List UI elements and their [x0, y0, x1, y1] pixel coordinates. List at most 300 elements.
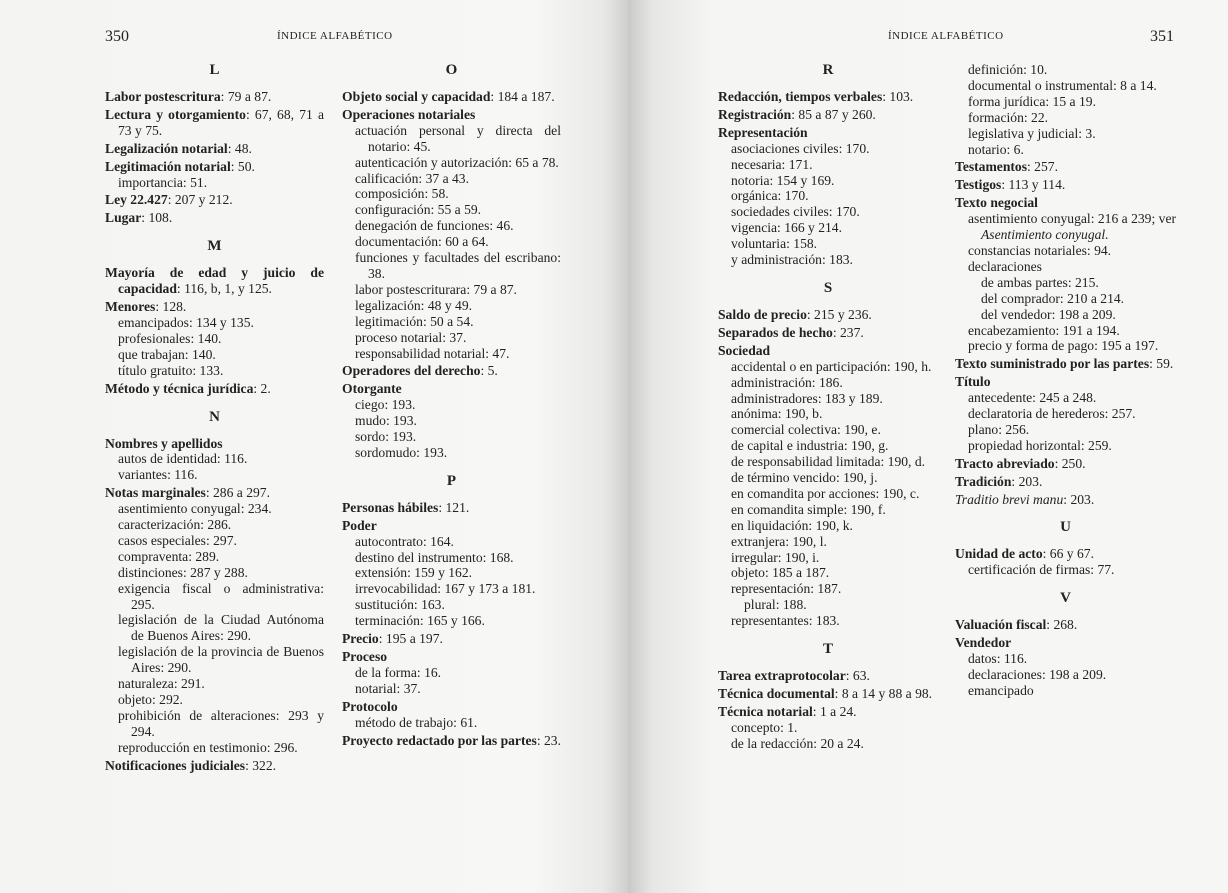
entry-heading: Nombres y apellidos [105, 435, 223, 451]
index-subentry [718, 375, 938, 391]
index-subentry [105, 533, 324, 549]
index-entry [342, 500, 561, 516]
index-subentry [342, 565, 561, 581]
index-subentry [718, 252, 938, 268]
subentry-text: de responsabilidad limitada: 190, d. [731, 454, 926, 470]
subentry-text: notario: 6. [968, 141, 1024, 157]
entry-pages: : 63. [845, 668, 870, 684]
entry-heading: Legalización notarial [105, 140, 228, 156]
subentry-text: objeto: 292. [118, 692, 183, 707]
index-subentry [718, 391, 938, 407]
index-subentry [955, 62, 1176, 78]
subentry-text: de capital e industria: 190, g. [731, 438, 889, 454]
index-subentry [718, 157, 938, 173]
entry-pages: : 67, 68, 71 a 73 y 75. [118, 106, 324, 138]
subentry-text: administradores: 183 y 189. [731, 390, 883, 406]
index-subentry [105, 692, 324, 708]
index-entry [955, 492, 1176, 508]
entry-pages: : 203. [1011, 473, 1043, 489]
index-subentry [955, 243, 1176, 259]
subentry-text: en liquidación: 190, k. [731, 517, 853, 533]
subentry-text: calificación: 37 a 43. [355, 170, 469, 186]
index-subentry [342, 445, 561, 461]
entry-heading: Poder [342, 517, 377, 533]
index-subentry [342, 202, 561, 218]
entry-pages: : 50. [230, 158, 255, 174]
subentry-text: certificación de firmas: 77. [968, 562, 1115, 578]
entry-heading: Otorgante [342, 381, 402, 397]
index-subentry [342, 346, 561, 362]
index-subentry [955, 126, 1176, 142]
entry-heading: Sociedad [718, 342, 771, 358]
subentry-text: declaratoria de herederos: 257. [968, 406, 1136, 422]
entry-heading: Método y técnica jurídica [105, 380, 254, 396]
index-entry [105, 299, 324, 315]
subentry-text: antecedente: 245 a 248. [968, 390, 1097, 406]
entry-pages: : 121. [438, 499, 470, 515]
subentry-text: necesaria: 171. [731, 156, 813, 172]
index-subentry [718, 565, 938, 581]
entry-heading: Lugar [105, 210, 142, 226]
subentry-text: autocontrato: 164. [355, 533, 454, 549]
index-subentry [105, 347, 324, 363]
index-entry [955, 374, 1176, 390]
index-subentry [342, 397, 561, 413]
index-subentry [718, 518, 938, 534]
index-subentry [955, 110, 1176, 126]
subentry-text: título gratuito: 133. [118, 362, 224, 378]
index-column [718, 62, 938, 752]
entry-pages: : 2. [253, 380, 271, 396]
entry-heading: Objeto social y capacidad [342, 89, 491, 104]
index-entry [342, 107, 561, 123]
index-subentry [718, 720, 938, 736]
section-letter: M [207, 238, 222, 255]
entry-heading: Labor postescritura [105, 89, 221, 104]
index-entry [105, 758, 324, 774]
subentry-text: notarial: 37. [355, 680, 421, 696]
entry-pages: : 286 a 297. [205, 485, 270, 501]
entry-heading: Tarea extraprotocolar [718, 668, 846, 684]
index-subentry [955, 211, 1176, 243]
section-letter: P [446, 472, 457, 489]
entry-heading: Personas hábiles [342, 499, 439, 515]
entry-heading: Técnica documental [718, 686, 835, 701]
entry-heading: Precio [342, 631, 379, 647]
index-subentry [955, 390, 1176, 406]
subentry-text: vigencia: 166 y 214. [731, 220, 842, 236]
subentry-text: autenticación y autorización: 65 a 78. [355, 154, 559, 170]
index-entry [105, 159, 324, 175]
entry-pages: : 268. [1046, 617, 1078, 633]
subentry-text: distinciones: 287 y 288. [118, 564, 248, 580]
index-subentry [105, 501, 324, 517]
subentry-text: actuación personal y directa del notario: 45. [355, 122, 561, 154]
index-entry [718, 704, 938, 720]
index-entry [342, 89, 561, 105]
entry-pages: : 184 a 187. [490, 89, 555, 104]
index-subentry [342, 155, 561, 171]
index-entry [342, 381, 561, 397]
subentry-text: sustitución: 163. [355, 597, 445, 613]
entry-heading: Proceso [342, 649, 388, 664]
index-entry [718, 89, 938, 105]
index-subentry [342, 429, 561, 445]
index-entry [105, 210, 324, 226]
index-subentry [342, 314, 561, 330]
subentry-text: prohibición de alteraciones: 293 y 294. [118, 707, 324, 739]
index-subentry [342, 550, 561, 566]
index-subentry [105, 315, 324, 331]
entry-pages: : 322. [245, 757, 277, 773]
index-entry [955, 356, 1176, 372]
entry-heading: Ley 22.427 [105, 192, 168, 208]
subentry-text: ciego: 193. [355, 397, 416, 413]
subentry-text: encabezamiento: 191 a 194. [968, 322, 1120, 338]
index-subentry [955, 142, 1176, 158]
subentry-text: objeto: 185 a 187. [731, 565, 830, 581]
entry-heading: Menores [105, 299, 156, 315]
subentry-text: forma jurídica: 15 a 19. [968, 93, 1096, 109]
subentry-text: casos especiales: 297. [118, 532, 237, 548]
index-subentry [718, 359, 938, 375]
subentry-text: reproducción en testimonio: 296. [118, 739, 298, 755]
entry-heading: Operadores del derecho [342, 363, 481, 379]
section-letter: R [822, 62, 834, 78]
index-subentry [342, 613, 561, 629]
subentry-text: destino del instrumento: 168. [355, 549, 514, 565]
subentry-text: sordomudo: 193. [355, 444, 448, 460]
subentry-text: que trabajan: 140. [118, 346, 216, 362]
index-subentry [718, 220, 938, 236]
index-subentry [718, 406, 938, 422]
subentry-text: representantes: 183. [731, 613, 840, 629]
index-subentry [955, 562, 1176, 578]
subentry-text: profesionales: 140. [118, 330, 222, 346]
entry-heading: Representación [718, 124, 808, 140]
index-subentry [718, 236, 938, 252]
index-subentry [718, 470, 938, 486]
subentry-text: constancias notariales: 94. [968, 242, 1112, 258]
subentry-text: legitimación: 50 a 54. [355, 313, 474, 329]
subentry-text: naturaleza: 291. [118, 676, 205, 692]
index-subentry [718, 204, 938, 220]
entry-pages: : 66 y 67. [1042, 546, 1094, 562]
subentry-text: legislación de la Ciudad Autónoma de Buenos Aires: 290. [118, 612, 324, 644]
subentry-text: sordo: 193. [355, 429, 417, 445]
index-entry [955, 177, 1176, 193]
entry-heading: Proyecto redactado por las partes [342, 732, 537, 748]
subentry-text: representación: 187. [731, 581, 842, 597]
index-entry [955, 546, 1176, 562]
index-subentry [342, 581, 561, 597]
entry-heading: Vendedor [955, 635, 1012, 651]
subentry-text: de la forma: 16. [355, 664, 442, 680]
index-subentry [342, 250, 561, 282]
subentry-text: método de trabajo: 61. [355, 714, 478, 730]
subentry-text: en comandita simple: 190, f. [731, 501, 886, 517]
index-subentry [718, 597, 938, 613]
index-subentry [105, 644, 324, 676]
entry-heading: Separados de hecho [718, 324, 833, 340]
index-subentry [105, 175, 324, 191]
subentry-text: declaraciones [968, 258, 1042, 274]
index-subentry [718, 550, 938, 566]
index-entry [105, 381, 324, 397]
index-subentry [342, 413, 561, 429]
section-letter: O [445, 62, 458, 78]
cross-reference: Asentimiento conyugal. [981, 227, 1109, 243]
index-entry [955, 474, 1176, 490]
subentry-text: de término vencido: 190, j. [731, 470, 878, 486]
index-subentry [342, 534, 561, 550]
index-subentry [342, 330, 561, 346]
section-letter: U [1060, 519, 1071, 536]
index-entry [105, 107, 324, 139]
index-subentry [955, 683, 1176, 699]
index-entry [105, 89, 324, 105]
subentry-text: documental o instrumental: 8 a 14. [968, 77, 1157, 93]
subentry-text: plural: 188. [744, 597, 807, 613]
index-subentry [955, 438, 1176, 454]
entry-heading: Notas marginales [105, 485, 206, 501]
index-subentry [718, 438, 938, 454]
subentry-text: configuración: 55 a 59. [355, 202, 482, 218]
entry-pages: : 85 a 87 y 260. [791, 106, 876, 122]
index-entry [342, 649, 561, 665]
subentry-text: orgánica: 170. [731, 188, 809, 204]
index-subentry [342, 218, 561, 234]
index-subentry [342, 123, 561, 155]
subentry-text: compraventa: 289. [118, 548, 220, 564]
index-subentry [718, 422, 938, 438]
index-entry [718, 307, 938, 323]
index-entry [955, 159, 1176, 175]
entry-heading: Tradición [955, 473, 1012, 489]
subentry-text: composición: 58. [355, 186, 449, 202]
index-subentry [342, 234, 561, 250]
subentry-text: concepto: 1. [731, 719, 798, 735]
index-entry [955, 617, 1176, 633]
subentry-text: terminación: 165 y 166. [355, 613, 485, 629]
index-subentry [342, 171, 561, 187]
subentry-text: propiedad horizontal: 259. [968, 437, 1112, 453]
entry-pages: : 108. [141, 210, 173, 226]
entry-pages: : 103. [882, 89, 914, 104]
index-subentry [105, 708, 324, 740]
index-subentry [955, 323, 1176, 339]
subentry-text: denegación de funciones: 46. [355, 218, 514, 234]
subentry-text: asentimiento conyugal: 216 a 239; ver [968, 211, 1177, 227]
subentry-text: notoria: 154 y 169. [731, 172, 835, 188]
index-entry [718, 125, 938, 141]
entry-heading: Tracto abreviado [955, 455, 1055, 471]
subentry-text: importancia: 51. [118, 174, 208, 190]
entry-heading: Texto negocial [955, 195, 1038, 211]
subentry-text: de ambas partes: 215. [981, 274, 1099, 290]
index-entry [342, 518, 561, 534]
subentry-text: autos de identidad: 116. [118, 451, 248, 467]
subentry-text: formación: 22. [968, 109, 1049, 125]
index-subentry [342, 282, 561, 298]
index-subentry [718, 173, 938, 189]
index-subentry [718, 502, 938, 518]
index-subentry [342, 681, 561, 697]
entry-pages: : 215 y 236. [806, 306, 872, 322]
index-entry [718, 325, 938, 341]
entry-heading: Técnica notarial [718, 703, 813, 719]
index-subentry [955, 291, 1176, 307]
subentry-text: voluntaria: 158. [731, 236, 818, 252]
section-letter: T [822, 641, 833, 658]
subentry-text: funciones y facultades del escribano: 38. [355, 250, 561, 281]
entry-heading: Registración [718, 106, 792, 122]
index-subentry [718, 613, 938, 629]
index-column [105, 62, 324, 774]
entry-pages: : 203. [1063, 491, 1095, 507]
subentry-text: emancipados: 134 y 135. [118, 314, 254, 330]
subentry-text: extensión: 159 y 162. [355, 565, 473, 581]
index-subentry [955, 406, 1176, 422]
index-subentry [955, 307, 1176, 323]
entry-pages: : 59. [1149, 356, 1174, 372]
subentry-text: sociedades civiles: 170. [731, 204, 860, 220]
subentry-text: y administración: 183. [731, 252, 853, 268]
entry-pages: : 116, b, 1, y 125. [176, 281, 272, 297]
subentry-text: exigencia fiscal o administrativa: 295. [118, 580, 324, 612]
entry-heading: Protocolo [342, 698, 398, 714]
entry-heading: Testamentos [955, 159, 1027, 175]
index-subentry [718, 736, 938, 752]
index-subentry [105, 331, 324, 347]
index-subentry [342, 665, 561, 681]
index-subentry [105, 676, 324, 692]
subentry-text: legalización: 48 y 49. [355, 297, 473, 313]
index-entry [955, 195, 1176, 211]
index-column [342, 62, 561, 748]
entry-pages: : 48. [227, 140, 252, 156]
index-subentry [342, 186, 561, 202]
index-entry [342, 363, 561, 379]
subentry-text: irregular: 190, i. [731, 549, 820, 565]
running-header: ÍNDICE ALFABÉTICO [277, 30, 393, 42]
section-letter: L [209, 62, 220, 78]
subentry-text: legislación de la provincia de Buenos Aires: 290. [118, 644, 324, 676]
index-entry [105, 436, 324, 452]
subentry-text: proceso notarial: 37. [355, 329, 467, 345]
subentry-text: variantes: 116. [118, 467, 198, 483]
page-number: 350 [105, 28, 129, 45]
index-subentry [105, 549, 324, 565]
index-subentry [718, 486, 938, 502]
index-subentry [718, 188, 938, 204]
entry-pages: : 113 y 114. [1001, 177, 1066, 193]
entry-pages: : 237. [832, 324, 864, 340]
index-entry [955, 635, 1176, 651]
subentry-text: en comandita por acciones: 190, c. [731, 485, 920, 501]
entry-pages: : 207 y 212. [167, 192, 233, 208]
entry-heading: Título [955, 374, 991, 390]
entry-pages: : 195 a 197. [378, 631, 443, 647]
running-header: ÍNDICE ALFABÉTICO [888, 30, 1004, 42]
subentry-text: definición: 10. [968, 62, 1048, 77]
index-subentry [718, 141, 938, 157]
entry-heading: Lectura y otorgamiento [105, 106, 246, 122]
entry-pages: : 8 a 14 y 88 a 98. [834, 686, 933, 701]
index-entry [955, 456, 1176, 472]
entry-heading: Mayoría de edad y juicio de capacidad [105, 265, 324, 297]
index-entry [342, 631, 561, 647]
index-entry [718, 686, 938, 702]
subentry-text: declaraciones: 198 a 209. [968, 667, 1107, 682]
section-letter: S [823, 279, 833, 296]
index-subentry [105, 565, 324, 581]
entry-pages: : 23. [536, 732, 561, 748]
entry-heading: Testigos [955, 177, 1002, 193]
index-subentry [955, 651, 1176, 667]
index-subentry [105, 467, 324, 483]
subentry-text: comercial colectiva: 190, e. [731, 422, 881, 438]
index-entry [342, 699, 561, 715]
index-subentry [105, 581, 324, 613]
section-letter: N [209, 408, 220, 425]
entry-heading: Notificaciones judiciales [105, 757, 246, 773]
subentry-text: asociaciones civiles: 170. [731, 140, 870, 156]
entry-heading: Legitimación notarial [105, 158, 231, 174]
index-subentry [955, 275, 1176, 291]
entry-heading: Valuación fiscal [955, 617, 1047, 633]
index-column [955, 62, 1176, 699]
index-entry [105, 265, 324, 297]
entry-pages: : 250. [1054, 455, 1086, 471]
subentry-text: de la redacción: 20 a 24. [731, 735, 864, 751]
index-subentry [105, 451, 324, 467]
subentry-text: caracterización: 286. [118, 517, 232, 533]
index-entry [718, 107, 938, 123]
index-subentry [342, 298, 561, 314]
subentry-text: datos: 116. [968, 651, 1028, 667]
entry-pages: : 1 a 24. [812, 703, 857, 719]
index-entry [105, 141, 324, 157]
entry-pages: : 257. [1027, 159, 1058, 175]
entry-heading: Unidad de acto [955, 546, 1043, 562]
index-entry [718, 343, 938, 359]
index-subentry [718, 454, 938, 470]
index-entry [105, 485, 324, 501]
subentry-text: legislativa y judicial: 3. [968, 125, 1096, 141]
entry-pages: : 79 a 87. [220, 89, 272, 104]
index-entry [718, 668, 938, 684]
entry-heading: Redacción, tiempos verbales [718, 89, 883, 104]
entry-heading: Saldo de precio [718, 306, 807, 322]
index-subentry [955, 94, 1176, 110]
page-number: 351 [1150, 28, 1174, 45]
index-entry [342, 733, 561, 749]
subentry-text: irrevocabilidad: 167 y 173 a 181. [355, 581, 536, 597]
index-subentry [718, 534, 938, 550]
subentry-text: extranjera: 190, l. [731, 533, 827, 549]
index-subentry [955, 667, 1176, 683]
index-subentry [342, 597, 561, 613]
subentry-text: precio y forma de pago: 195 a 197. [968, 338, 1159, 354]
index-subentry [718, 581, 938, 597]
index-subentry [105, 517, 324, 533]
subentry-text: labor postescriturara: 79 a 87. [355, 281, 517, 297]
subentry-text: mudo: 193. [355, 413, 417, 429]
subentry-text: del vendedor: 198 a 209. [981, 306, 1116, 322]
index-subentry [955, 422, 1176, 438]
index-subentry [955, 78, 1176, 94]
